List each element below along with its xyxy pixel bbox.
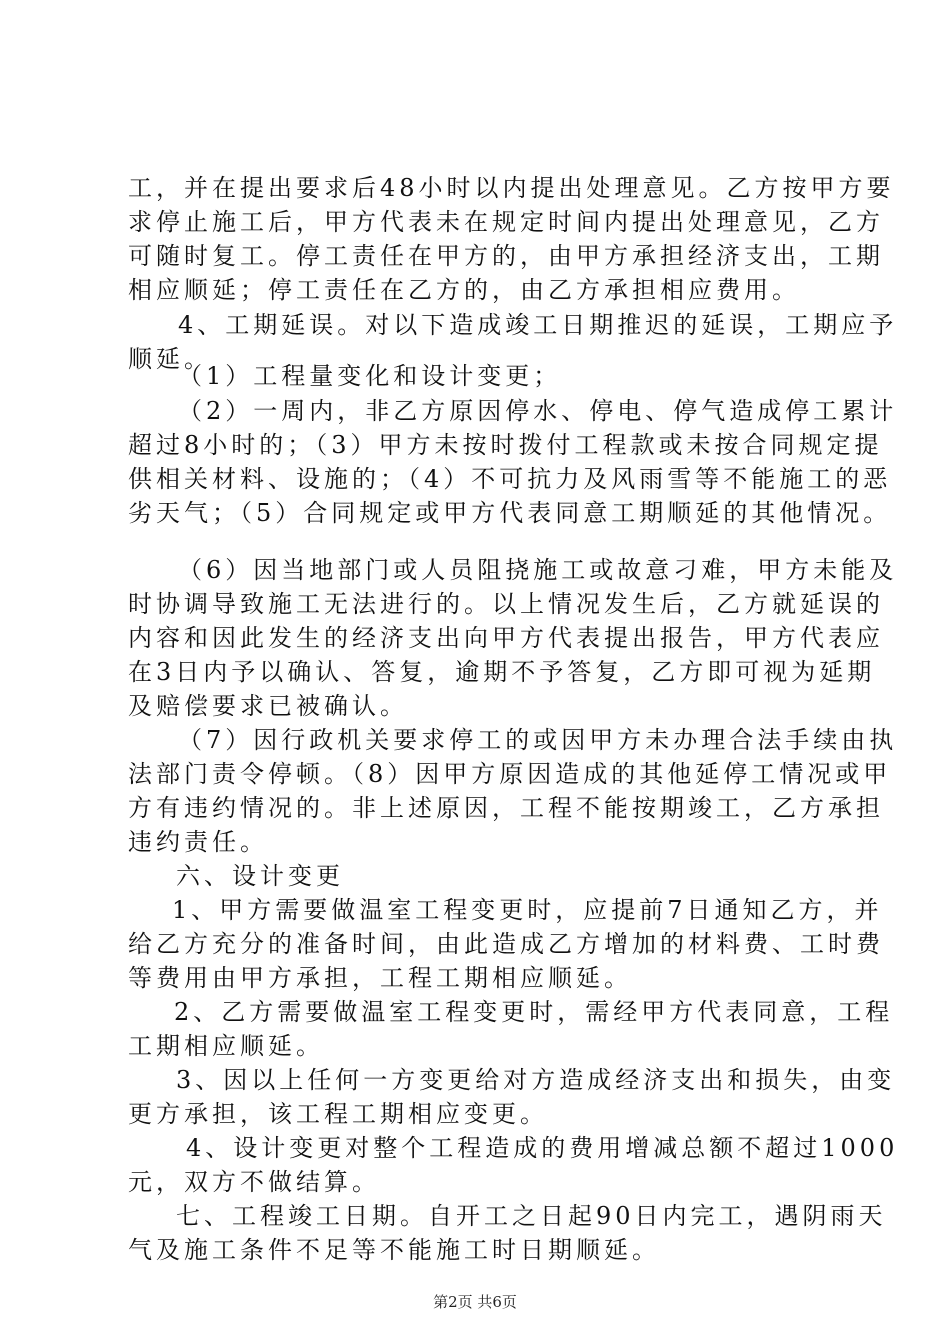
text-line: （2）一周内，非乙方原因停水、停电、停气造成停工累计 [178, 397, 898, 425]
text-line: 给乙方充分的准备时间，由此造成乙方增加的材料费、工时费 [128, 930, 884, 958]
text-line: 方有违约情况的。非上述原因，工程不能按期竣工，乙方承担 [128, 794, 884, 822]
section-heading: 六、设计变更 [176, 862, 344, 890]
text-line: 劣天气；（5）合同规定或甲方代表同意工期顺延的其他情况。 [128, 499, 892, 527]
text-line: 可随时复工。停工责任在甲方的，由甲方承担经济支出，工期 [128, 242, 884, 270]
text-line: 超过8小时的；（3）甲方未按时拨付工程款或未按合同规定提 [128, 431, 883, 459]
section-heading: 七、工程竣工日期。自开工之日起90日内完工，遇阴雨天 [176, 1202, 887, 1230]
text-line: 3、因以上任何一方变更给对方造成经济支出和损失，由变 [176, 1066, 896, 1094]
text-line: 时协调导致施工无法进行的。以上情况发生后，乙方就延误的 [128, 590, 884, 618]
text-line: 在3日内予以确认、答复，逾期不予答复，乙方即可视为延期 [128, 658, 876, 686]
text-line: 2、乙方需要做温室工程变更时，需经甲方代表同意，工程 [174, 998, 894, 1026]
text-line: 顺延。 [128, 345, 212, 373]
text-line: 违约责任。 [128, 828, 268, 856]
text-line: （1）工程量变化和设计变更； [178, 362, 562, 390]
text-line: 供相关材料、设施的；（4）不可抗力及风雨雪等不能施工的恶 [128, 465, 892, 493]
text-line: 4、工期延误。对以下造成竣工日期推迟的延误，工期应予 [178, 311, 898, 339]
text-line: 工，并在提出要求后48小时以内提出处理意见。乙方按甲方要 [128, 174, 895, 202]
text-line: 内容和因此发生的经济支出向甲方代表提出报告，甲方代表应 [128, 624, 884, 652]
text-line: （7）因行政机关要求停工的或因甲方未办理合法手续由执 [178, 726, 898, 754]
text-line: 元，双方不做结算。 [128, 1168, 380, 1196]
text-line: 相应顺延；停工责任在乙方的，由乙方承担相应费用。 [128, 276, 800, 304]
text-line: 求停止施工后，甲方代表未在规定时间内提出处理意见，乙方 [128, 208, 884, 236]
text-line: 气及施工条件不足等不能施工时日期顺延。 [128, 1236, 660, 1264]
text-line: 1、甲方需要做温室工程变更时，应提前7日通知乙方，并 [172, 896, 883, 924]
text-line: 法部门责令停顿。（8）因甲方原因造成的其他延停工情况或甲 [128, 760, 892, 788]
text-line: 工期相应顺延。 [128, 1032, 324, 1060]
text-line: 4、设计变更对整个工程造成的费用增减总额不超过1000 [186, 1134, 899, 1162]
text-line: 等费用由甲方承担，工程工期相应顺延。 [128, 964, 632, 992]
page-number: 第2页 共6页 [433, 1293, 517, 1311]
text-line: （6）因当地部门或人员阻挠施工或故意刁难，甲方未能及 [178, 556, 898, 584]
text-line: 更方承担，该工程工期相应变更。 [128, 1100, 548, 1128]
text-line: 及赔偿要求已被确认。 [128, 692, 408, 720]
